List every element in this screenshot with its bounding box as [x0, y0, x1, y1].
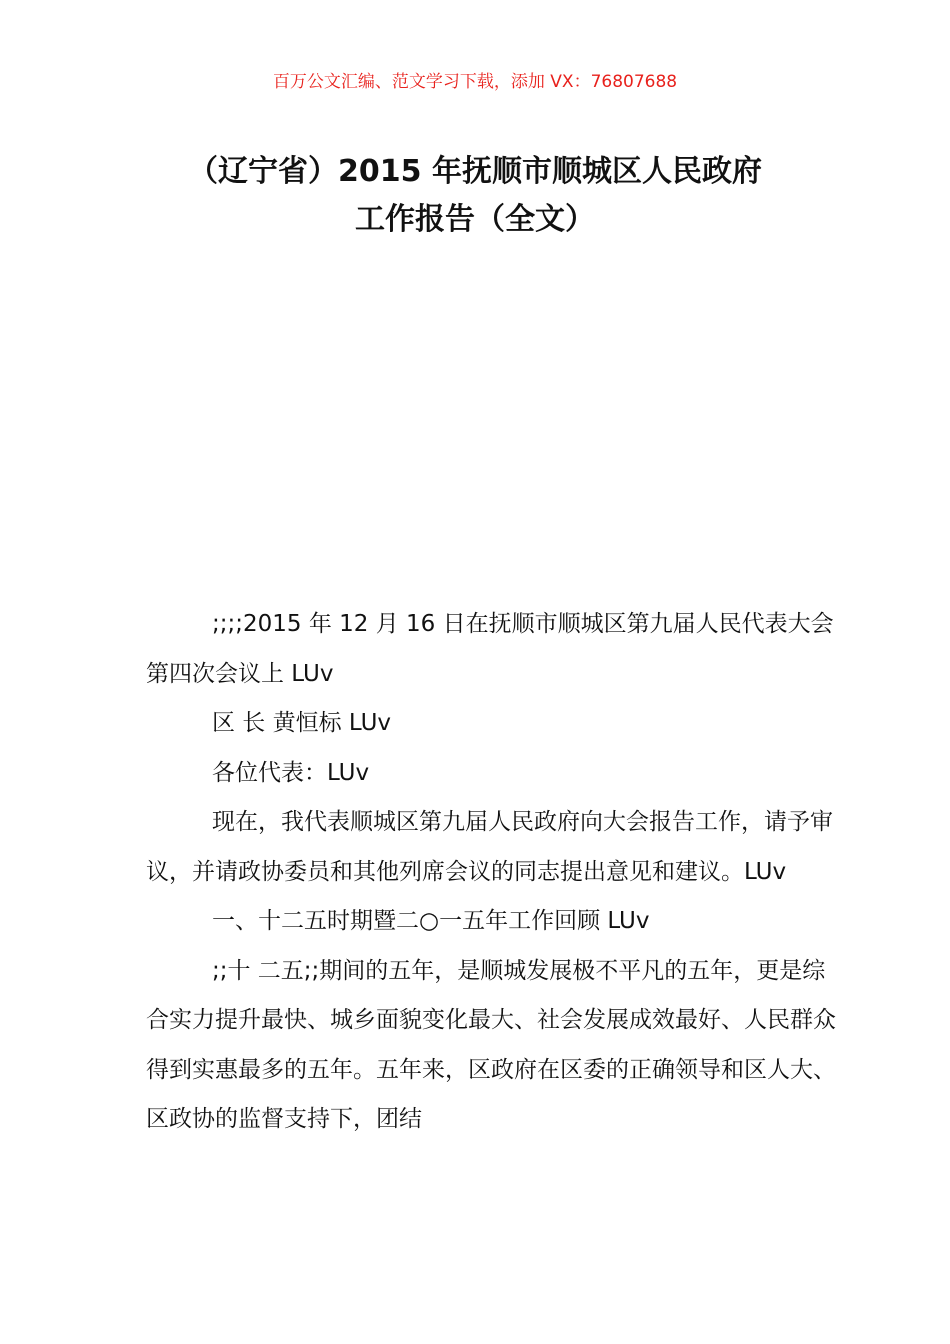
section-heading-1: 一、十二五时期暨二○一五年工作回顾 LUv [212, 908, 650, 934]
paragraph-meeting-info: ;;;;2015 年 12 月 16 日在抚顺市顺城区第九届人民代表大会第四次会议上 LUv [146, 611, 834, 687]
paragraph-salutation: 各位代表：LUv [212, 759, 370, 786]
document-title-line-2: 工作报告（全文） [355, 202, 595, 237]
document-title-line-1: （辽宁省）2015 年抚顺市顺城区人民政府 [188, 154, 762, 189]
paragraph-speaker: 区 长 黄恒标 LUv [212, 710, 392, 736]
header-note: 百万公文汇编、范文学习下载，添加 VX：76807688 [272, 72, 678, 92]
paragraph-review: ;;十 二五;;期间的五年，是顺城发展极不平凡的五年，更是综合实力提升最快、城乡面貌变化最大、社会发展成效最好、人民群众得到实惠最多的五年。五年来，区政府在区委的正确领导和区人大、区政协的监督支持下，团结 [146, 957, 836, 1132]
paragraph-intro: 现在，我代表顺城区第九届人民政府向大会报告工作，请予审议，并请政协委员和其他列席会议的同志提出意见和建议。LUv [146, 809, 833, 885]
document-body [146, 600, 836, 1145]
